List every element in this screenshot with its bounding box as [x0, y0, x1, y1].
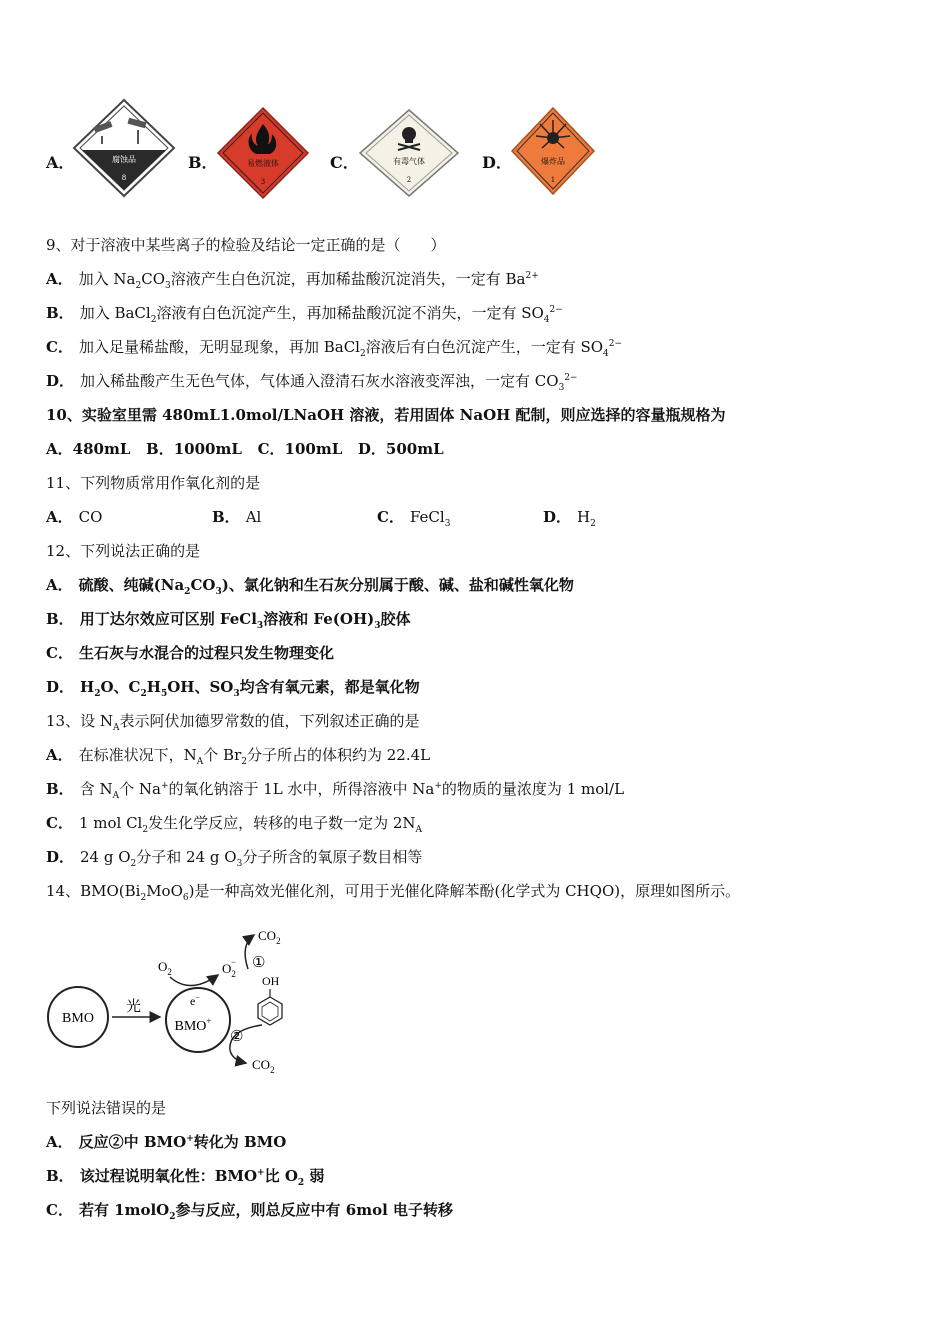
- option-a-label: A．: [46, 153, 75, 172]
- q10-option-a: A．480mL: [46, 440, 131, 458]
- q10-option-c: C．100mL: [257, 440, 343, 458]
- q11-option-a: A． CO: [46, 508, 103, 526]
- corrosive-sign-image: [72, 98, 176, 198]
- q14-stem: 14、$BMO(Bi_2MoO_6)$是一种高效光催化剂，可用于光催化降解苯酚(化学式为 CHQO)，原理如图所示。: [46, 882, 741, 903]
- q14-follow-prompt: 下列说法错误的是: [46, 1099, 167, 1117]
- q10-option-d: D．500mL: [357, 440, 444, 458]
- option-b-label: B．: [188, 153, 218, 172]
- explosive-class-number: 1: [550, 176, 556, 184]
- toxic-gas-sign-text: 有毒气体: [393, 157, 425, 166]
- q12-option-c: C． 生石灰与水混合的过程只发生物理变化: [46, 644, 334, 662]
- q10-option-b: B．1000mL: [146, 440, 242, 458]
- oxygen-reduction-arrow: [170, 975, 218, 986]
- explosive-sign-image: [510, 106, 596, 196]
- bmo-plus-label: BMO+: [174, 1016, 212, 1034]
- photocatalysis-diagram: [40, 925, 300, 1075]
- q10-stem: 10、实验室里需 480mL1.0mol/LNaOH 溶液，若用固体 NaOH 配制，则应选择的容量瓶规格为: [46, 406, 726, 424]
- q13-option-d: D． 24 g $O_2$分子和 24 g $O_3$分子所含的氧原子数目相等: [46, 848, 423, 869]
- q11-option-d: D． $H_2$: [543, 508, 596, 529]
- oxygen-label: $O_2$: [158, 959, 172, 977]
- q11-option-b: B． Al: [212, 508, 262, 526]
- q13-option-b: B． 含 $N_A$个 Na+的氧化钠溶于 1L 水中，所得溶液中 Na+的物质的量浓度为 1 mol/L: [46, 780, 625, 801]
- q13-option-c: C． 1 mol $Cl_2$发生化学反应，转移的电子数一定为 $2N_A$: [46, 814, 423, 835]
- explosive-sign-text: 爆炸品: [541, 157, 565, 166]
- q12-option-d: D． $H_2O$、$C_2H_5OH$、$SO_3$均含有氧元素，都是氧化物: [46, 678, 420, 699]
- q12-stem: 12、下列说法正确的是: [46, 542, 201, 560]
- q11-option-c: C． FeCl$_3$: [377, 508, 451, 529]
- corrosive-sign-text: 腐蚀品: [112, 155, 136, 164]
- bmo-label: BMO: [62, 1011, 94, 1026]
- superoxide-label: $O_2-$: [222, 957, 236, 979]
- q9-stem: 9、对于溶液中某些离子的检验及结论一定正确的是（ ）: [46, 236, 446, 254]
- q12-option-a: A． 硫酸、纯碱$(Na_2CO_3)$、氯化钠和生石灰分别属于酸、碱、盐和碱性氧化物: [46, 576, 574, 597]
- electron-label: e−: [190, 993, 200, 1008]
- phenol-oh-label: OH: [262, 974, 280, 988]
- option-c-label: C．: [330, 153, 359, 172]
- q13-stem: 13、设 $N_A$表示阿伏加德罗常数的值，下列叙述正确的是: [46, 712, 420, 733]
- q14-option-a: A． 反应②中 BMO+转化为 BMO: [46, 1133, 287, 1151]
- q9-option-d: D． 加入稀盐酸产生无色气体，气体通入澄清石灰水溶液变浑浊，一定有 $CO_3^{2-}$: [46, 372, 578, 393]
- option-d-label: D．: [482, 153, 512, 172]
- co2-top-label: $CO_2$: [258, 928, 281, 946]
- co2-bottom-label: $CO_2$: [252, 1057, 275, 1075]
- flammable-class-number: 3: [260, 178, 266, 186]
- q10-options: [46, 439, 444, 459]
- q12-option-b: B． 用丁达尔效应可区别 FeCl$_3$溶液和 $Fe(OH)_3$胶体: [46, 610, 411, 631]
- q11-stem: 11、下列物质常用作氧化剂的是: [46, 474, 261, 492]
- step-1-marker: ①: [252, 955, 266, 971]
- flammable-sign-text: 易燃液体: [247, 159, 279, 168]
- corrosive-class-number: 8: [121, 174, 127, 182]
- step-2-marker: ②: [230, 1029, 244, 1045]
- light-label: 光: [126, 999, 142, 1015]
- toxic-gas-sign-image: [358, 108, 460, 198]
- q9-option-b: B． 加入 BaCl$_2$溶液有白色沉淀产生，再加稀盐酸沉淀不消失，一定有 $SO_4^{2-}$: [46, 304, 563, 325]
- flammable-liquid-sign-image: [216, 106, 310, 200]
- q9-option-c: C． 加入足量稀盐酸，无明显现象，再加 BaCl$_2$溶液后有白色沉淀产生，一定有 $SO_4^{2-}$: [46, 338, 623, 359]
- q14-option-c: C． 若有 1molO$_2$参与反应，则总反应中有 6mol 电子转移: [46, 1201, 453, 1222]
- q14-option-b: B． 该过程说明氧化性：BMO+比 $O_2$ 弱: [46, 1167, 325, 1188]
- q9-option-a: A． 加入 $Na_2CO_3$溶液产生白色沉淀，再加稀盐酸沉淀消失，一定有 $Ba^{2+}$: [46, 270, 539, 291]
- q13-option-a: A． 在标准状况下，$N_A$个 $Br_2$分子所占的体积约为 22.4L: [46, 746, 431, 767]
- toxic-gas-class-number: 2: [406, 176, 412, 184]
